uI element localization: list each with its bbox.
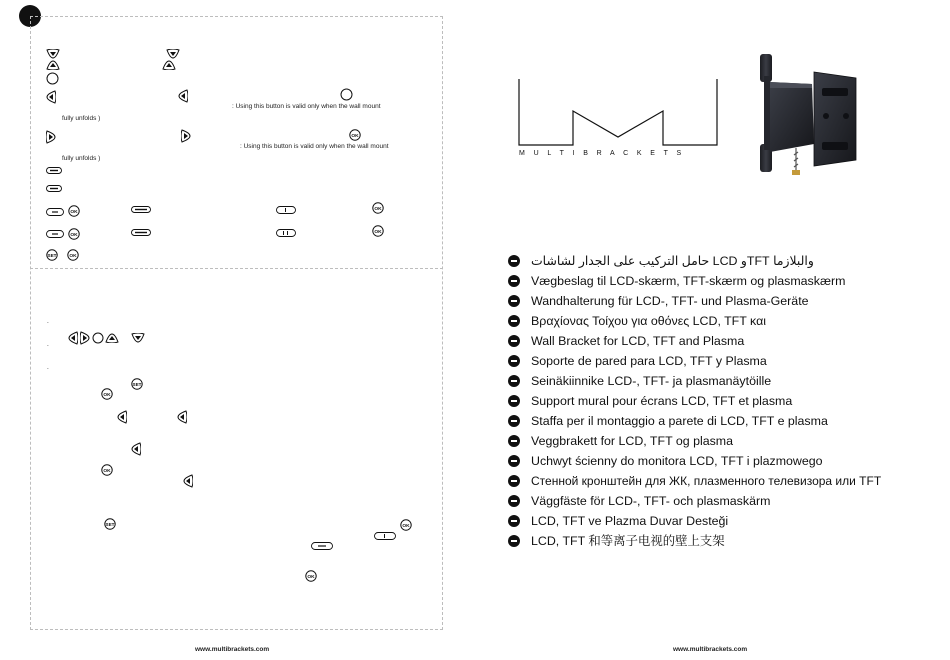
- language-row-se: [508, 491, 948, 511]
- left-arrow-button-icon: [68, 331, 78, 345]
- language-badge-icon: [508, 515, 520, 527]
- fully-unfolds-note: fully unfolds ): [62, 155, 101, 162]
- language-badge-icon: [508, 535, 520, 547]
- svg-text:OK: OK: [402, 523, 410, 529]
- language-row-it: [508, 411, 948, 431]
- left-arrow-button-icon: [183, 474, 193, 488]
- language-badge-icon: [508, 375, 520, 387]
- left-arrow-button-icon: [46, 90, 56, 104]
- language-badge-icon: [508, 455, 520, 467]
- language-row-ru: [508, 471, 948, 491]
- left-arrow-button-icon: [178, 89, 188, 103]
- language-row-de: [508, 291, 948, 311]
- svg-text:SET: SET: [47, 252, 57, 258]
- language-badge-icon: [508, 295, 520, 307]
- circle-button-icon: [92, 332, 104, 344]
- right-arrow-button-icon: [80, 331, 90, 345]
- language-badge-icon: [508, 475, 520, 487]
- minus-pill-button-icon: [276, 206, 296, 214]
- wall-mount-note: : Using this button is valid only when the wall mount: [232, 103, 381, 110]
- language-text: Wall Bracket for LCD, TFT and Plasma: [531, 334, 745, 348]
- language-text: Стенной кронштейн для ЖК, плазменного телевизора или TFT: [531, 474, 882, 488]
- set-button-icon: [131, 378, 143, 390]
- language-row-ar: [508, 251, 948, 271]
- up-arrow-button-icon: [105, 333, 119, 343]
- language-row-tr: [508, 511, 948, 531]
- return-pill-button-icon: [131, 206, 151, 213]
- language-row-fr: [508, 391, 948, 411]
- circle-button-icon: [340, 88, 353, 101]
- footer-url-left[interactable]: www.multibrackets.com: [195, 646, 270, 653]
- language-text: Vægbeslag til LCD-skærm, TFT-skærm og plasmaskærm: [531, 274, 846, 288]
- bullet: .: [47, 341, 49, 348]
- left-arrow-button-icon: [131, 442, 141, 456]
- svg-text:SET: SET: [132, 381, 142, 387]
- language-text: Veggbrakett for LCD, TFT og plasma: [531, 434, 734, 448]
- language-badge-icon: [508, 435, 520, 447]
- memo-pill-button-icon: [46, 185, 62, 192]
- language-text: Wandhalterung für LCD-, TFT- und Plasma-Geräte: [531, 294, 809, 308]
- ok-button-icon: [101, 464, 113, 476]
- minus-pill-button-icon: [374, 532, 396, 540]
- down-arrow-button-icon: [166, 49, 180, 59]
- set-pill-button-icon: [46, 167, 62, 174]
- ok-button-icon: [305, 570, 317, 582]
- language-text: Staffa per il montaggio a parete di LCD, TFT e plasma: [531, 414, 828, 428]
- memo-pill-button-icon: [131, 229, 151, 236]
- ok-button-icon: [372, 202, 384, 214]
- language-text: Soporte de pared para LCD, TFT y Plasma: [531, 354, 767, 368]
- language-badge-icon: [508, 355, 520, 367]
- right-arrow-button-icon: [46, 130, 56, 144]
- minus-pill-button-icon: [311, 542, 333, 550]
- language-badge-icon: [508, 495, 520, 507]
- language-text: والبلازما TFTو LCD حامل التركيب على الجدار لشاشات: [531, 254, 814, 268]
- svg-text:OK: OK: [351, 133, 359, 139]
- up-arrow-button-icon: [46, 60, 60, 70]
- svg-text:OK: OK: [374, 206, 382, 212]
- ok-button-icon: [68, 228, 80, 240]
- logo-text: M U L T I B R A C K E T S: [519, 150, 685, 157]
- svg-text:OK: OK: [69, 253, 77, 259]
- language-badge-icon: [508, 255, 520, 267]
- language-badge-icon: [508, 395, 520, 407]
- language-text: Seinäkiinnike LCD-, TFT- ja plasmanäytöille: [531, 374, 772, 388]
- down-arrow-button-icon: [46, 49, 60, 59]
- language-badge-icon: [508, 315, 520, 327]
- up-arrow-button-icon: [162, 60, 176, 70]
- ok-button-icon: [101, 388, 113, 400]
- language-list: [508, 251, 948, 551]
- wall-mount-note: : Using this button is valid only when the wall mount: [240, 143, 389, 150]
- bullet: .: [47, 364, 49, 371]
- ok-button-icon: [400, 519, 412, 531]
- language-row-fi: [508, 371, 948, 391]
- language-row-gr: [508, 311, 948, 331]
- set-button-icon: [46, 249, 58, 261]
- language-row-cn: [508, 531, 948, 551]
- footer-url-right[interactable]: www.multibrackets.com: [673, 646, 748, 653]
- language-row-es: [508, 351, 948, 371]
- ok-button-icon: [68, 205, 80, 217]
- language-row-gb: [508, 331, 948, 351]
- section-divider: [30, 268, 443, 269]
- language-row-pl: [508, 451, 948, 471]
- svg-text:OK: OK: [70, 209, 78, 215]
- svg-text:OK: OK: [103, 392, 111, 398]
- svg-text:OK: OK: [374, 229, 382, 235]
- set-button-icon: [104, 518, 116, 530]
- bullet: .: [47, 318, 49, 325]
- down-arrow-button-icon: [131, 333, 145, 343]
- left-arrow-button-icon: [177, 410, 187, 424]
- language-text: Väggfäste för LCD-, TFT- och plasmaskärm: [531, 494, 771, 508]
- language-text: Uchwyt ścienny do monitora LCD, TFT i plazmowego: [531, 454, 823, 468]
- left-arrow-button-icon: [117, 410, 127, 424]
- svg-text:SET: SET: [105, 521, 115, 527]
- svg-text:OK: OK: [103, 468, 111, 474]
- language-text: LCD, TFT ve Plazma Duvar Desteği: [531, 514, 729, 528]
- language-badge-icon: [508, 275, 520, 287]
- minus-pill-button-icon: [46, 230, 64, 238]
- fully-unfolds-note: fully unfolds ): [62, 115, 101, 122]
- ok-button-icon: [67, 249, 79, 261]
- language-row-dk: [508, 271, 948, 291]
- svg-text:OK: OK: [307, 574, 315, 580]
- language-badge-icon: [508, 335, 520, 347]
- language-badge-icon: [508, 415, 520, 427]
- ok-button-icon: [349, 129, 361, 141]
- ok-button-icon: [372, 225, 384, 237]
- plus-pill-button-icon: [276, 229, 296, 237]
- right-arrow-button-icon: [181, 129, 191, 143]
- wall-bracket-product-image: [752, 52, 862, 182]
- language-text: LCD, TFT 和等离子电视的壁上支架: [531, 534, 725, 548]
- minus-pill-button-icon: [46, 208, 64, 216]
- language-text: Support mural pour écrans LCD, TFT et plasma: [531, 394, 793, 408]
- svg-text:OK: OK: [70, 232, 78, 238]
- language-text: Βραχίονας Τοίχου για οθόνες LCD, TFT και: [531, 314, 766, 328]
- language-row-no: [508, 431, 948, 451]
- circle-button-icon: [46, 72, 59, 85]
